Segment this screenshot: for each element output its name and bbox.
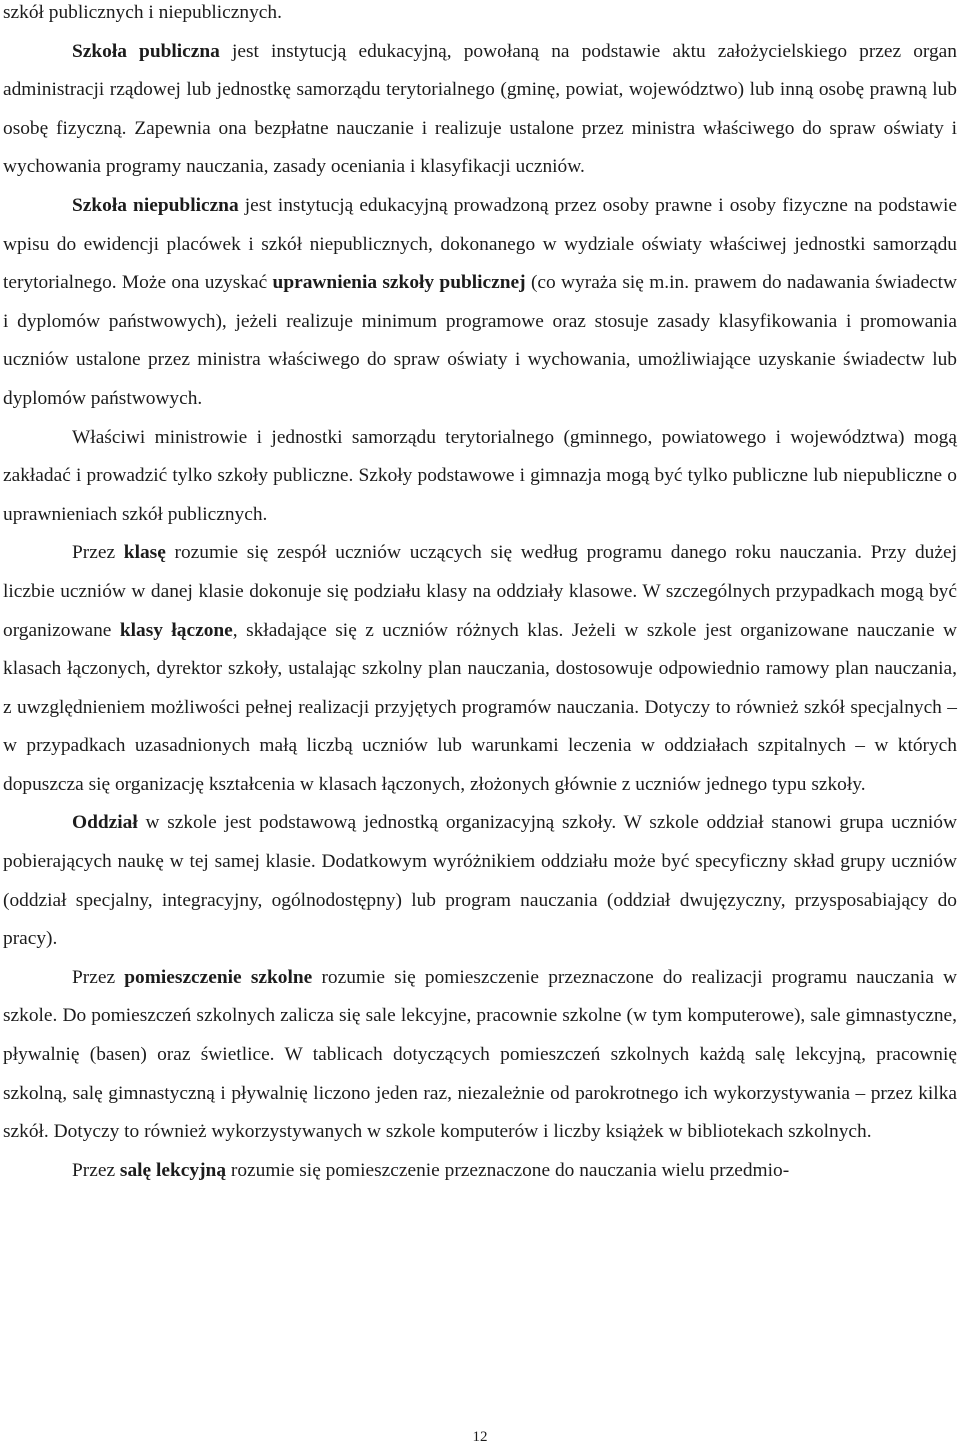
text-run: (co wyraża się m.in. prawem do nadawania świadectw i dyplomów państwowych), jeżeli realizuje minimum programowe oraz stosuje zasady klasyfikowania i promowania uczniów ustalone przez ministra właściwego do spraw oświaty i wychowania, umożliwiające uzyskanie świadectw lub dyplomów państwowych. [3,272,957,409]
paragraph-ministers [3,419,957,535]
text-run: , składające się z uczniów różnych klas. Jeżeli w szkole jest organizowane nauczanie w klasach łączonych, dyrektor szkoły, ustalając szkolny plan nauczania, dostosowuje odpowiednio ramowy plan nauczania, z uwzględnieniem możliwości pełnej realizacji przyjętych programów nauczania. Dotyczy to również szkół specjalnych – w przypadkach uzasadnionych małą liczbą uczniów lub warunkami leczenia w oddziałach szpitalnych – w których dopuszcza się organizację kształcenia w klasach łączonych, złożonych głównie z uczniów jednego typu szkoły. [3,619,957,795]
term-class: klasę [123,542,166,564]
paragraph-division [3,804,957,958]
paragraph-school-room [3,959,957,1152]
term-public-school: Szkoła publiczna [72,40,220,62]
text-run: rozumie się pomieszczenie przeznaczone do nauczania wielu przedmio- [226,1159,790,1181]
term-classroom: salę lekcyjną [119,1159,227,1181]
term-non-public-school: Szkoła niepubliczna [72,194,239,216]
term-combined-classes: klasy łączone [119,619,233,641]
text-run: jest instytucją edukacyjną prowadzoną przez osoby prawne i osoby fizyczne na podstawie wpisu do ewidencji placówek i szkół niepublicznych, dokonanego w wydziale oświaty właściwej jednostki samorządu terytorialnego. Może ona uzyskać [3,194,957,294]
term-school-room: pomieszczenie szkolne [124,966,313,988]
term-public-school-rights: uprawnienia szkoły publicznej [272,272,526,294]
paragraph-classroom [3,1152,957,1191]
text-run: Przez [72,966,125,988]
paragraph-continuation [3,0,957,33]
text-run: Właściwi ministrowie i jednostki samorządu terytorialnego (gminnego, powiatowego i województwa) mogą zakładać i prowadzić tylko szkoły publiczne. Szkoły podstawowe i gimnazja mogą być tylko publiczne lub niepubliczne o uprawnieniach szkół publicznych. [3,426,957,525]
text-run: jest instytucją edukacyjną, powołaną na podstawie aktu założycielskiego przez organ administracji rządowej lub jednostkę samorządu terytorialnego (gminę, powiat, województwo) lub inną osobę prawną lub osobę fizyczną. Zapewnia ona bezpłatne nauczanie i realizuje ustalone przez ministra właściwego do spraw oświaty i wychowania programy nauczania, zasady oceniania i klasyfikacji uczniów. [3,40,957,178]
paragraph-non-public-school [3,187,957,419]
text-run: rozumie się zespół uczniów uczących się według programu danego roku nauczania. Przy dużej liczbie uczniów w danej klasie dokonuje się podziału klasy na oddziały klasowe. W szczególnych przypadkach mogą być organizowane [3,542,957,641]
text-run: w szkole jest podstawową jednostką organizacyjną szkoły. W szkole oddział stanowi grupa uczniów pobierających naukę w tej samej klasie. Dodatkowym wyróżnikiem oddziału może być specyficzny skład grupy uczniów (oddział specjalny, integracyjny, ogólnodostępny) lub program nauczania (oddział dwujęzyczny, przysposabiający do pracy). [3,812,957,950]
body-text [3,0,957,1190]
text-run: Przez [72,1159,120,1181]
paragraph-class [3,534,957,804]
page-number: 12 [472,1429,488,1445]
paragraph-public-school [3,33,957,187]
text-run: szkół publicznych i niepublicznych. [3,2,282,23]
text-run: Przez [72,542,124,564]
term-division: Oddział [72,812,138,834]
text-run: rozumie się pomieszczenie przeznaczone do realizacji programu nauczania w szkole. Do pomieszczeń szkolnych zalicza się sale lekcyjne, pracownie szkolne (w tym komputerowe), sale gimnastyczne, pływalnię (basen) oraz świetlice. W tablicach dotyczących pomieszczeń szkolnych każdą salę lekcyjną, pracownię szkolną, salę gimnastyczną i pływalnię liczono jeden raz, niezależnie od parokrotnego ich wykorzystywania – przez kilka szkół. Dotyczy to również wykorzystywanych w szkole komputerów i liczby książek w bibliotekach szkolnych. [3,966,957,1143]
